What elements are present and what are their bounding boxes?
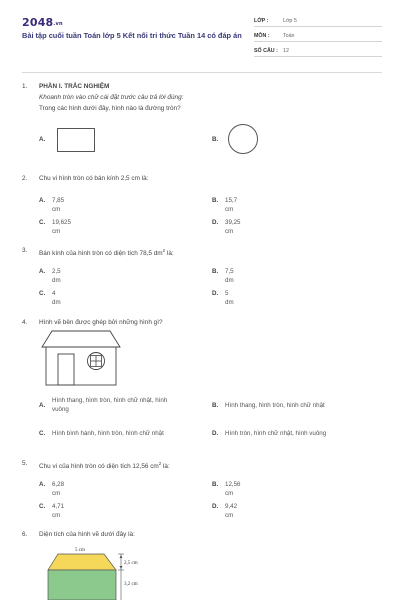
option-text: Hình thang, hình tròn, hình chữ nhật bbox=[225, 402, 325, 409]
question-number: 2. bbox=[22, 175, 28, 182]
option-text: Hình bình hành, hình tròn, hình chữ nhật bbox=[52, 430, 164, 437]
question-number: 4. bbox=[22, 319, 28, 326]
option-letter: A. bbox=[39, 268, 46, 275]
option-text: 7,85 cm bbox=[52, 197, 65, 213]
option-text: 4 dm bbox=[52, 290, 61, 306]
option-letter: B. bbox=[212, 197, 219, 204]
rectangle-bottom bbox=[48, 570, 116, 600]
meta-count-value: 12 bbox=[283, 48, 289, 54]
meta-class-value: Lớp 5 bbox=[283, 18, 297, 24]
option-text: 4,71 cm bbox=[52, 503, 65, 519]
option-text: 19,625 cm bbox=[52, 219, 71, 235]
house-roof-trapezoid bbox=[42, 331, 120, 347]
option-letter: D. bbox=[212, 219, 219, 226]
option-letter: D. bbox=[212, 503, 219, 510]
meta-subject-key: MÔN : bbox=[254, 33, 270, 39]
meta-subject-row bbox=[254, 31, 382, 42]
option-letter: D. bbox=[212, 290, 219, 297]
option-letter: B. bbox=[212, 136, 219, 143]
composite-area-figure bbox=[44, 543, 154, 600]
option-letter: B. bbox=[212, 481, 219, 488]
question-number: 6. bbox=[22, 531, 28, 538]
width-label: 5 cm bbox=[75, 548, 85, 553]
option-text: Hình thang, hình tròn, hình chữ nhật, hình vuông bbox=[52, 397, 168, 413]
trapezoid-top bbox=[48, 554, 116, 570]
bottom-height-label: 3,2 cm bbox=[124, 582, 138, 587]
house-body-rectangle bbox=[46, 347, 116, 385]
page-title: Bài tập cuối tuần Toán lớp 5 Kết nối tri thức Tuần 14 có đáp án bbox=[22, 31, 242, 40]
option-letter: C. bbox=[39, 290, 46, 297]
option-text: 12,56 cm bbox=[225, 481, 241, 497]
top-height-label: 2,5 cm bbox=[124, 561, 138, 566]
question-number: 1. bbox=[22, 83, 28, 90]
option-text: 39,25 cm bbox=[225, 219, 241, 235]
circle-shape bbox=[228, 124, 258, 154]
option-text: 6,28 cm bbox=[52, 481, 65, 497]
worksheet-header bbox=[0, 0, 400, 72]
option-letter: B. bbox=[212, 402, 219, 409]
option-letter: A. bbox=[39, 402, 46, 409]
option-letter: C. bbox=[39, 430, 46, 437]
question-text: Chu vi của hình tròn có diện tích 12,56 $cm^2$ là: bbox=[39, 461, 170, 470]
question-text: Diện tích của hình vẽ dưới đây là: bbox=[39, 531, 135, 538]
meta-count-key: SỐ CÂU : bbox=[254, 48, 278, 54]
question-number: 3. bbox=[22, 247, 28, 254]
question-number: 5. bbox=[22, 460, 28, 467]
question-text: Trong các hình dưới đây, hình nào là đường tròn? bbox=[39, 105, 181, 112]
meta-subject-value: Toán bbox=[283, 33, 295, 39]
option-text: 15,7 cm bbox=[225, 197, 238, 213]
option-text: 9,42 cm bbox=[225, 503, 238, 519]
header-divider bbox=[22, 72, 382, 73]
question-text: Bán kính của hình tròn có diện tích 78,5 $dm^2$ là: bbox=[39, 248, 174, 257]
option-letter: A. bbox=[39, 197, 46, 204]
house-door-rectangle bbox=[58, 354, 74, 385]
meta-count-row bbox=[254, 46, 382, 57]
option-text: 5 dm bbox=[225, 290, 234, 306]
question-text: Chu vi hình tròn có bán kính 2,5 cm là: bbox=[39, 175, 149, 182]
option-letter: A. bbox=[39, 136, 46, 143]
option-text: 7,5 dm bbox=[225, 268, 234, 284]
option-letter: B. bbox=[212, 268, 219, 275]
section-title: PHẦN I. TRẮC NGHIỆM bbox=[39, 83, 110, 90]
option-letter: D. bbox=[212, 430, 219, 437]
house-figure bbox=[40, 330, 122, 386]
option-letter: C. bbox=[39, 219, 46, 226]
option-letter: C. bbox=[39, 503, 46, 510]
rectangle-shape bbox=[57, 128, 95, 152]
meta-class-key: LỚP : bbox=[254, 18, 269, 24]
question-text: Hình vẽ bên được ghép bởi những hình gì? bbox=[39, 319, 163, 326]
instruction-text: Khoanh tròn vào chữ cái đặt trước câu trả lời đúng: bbox=[39, 94, 184, 101]
option-letter: A. bbox=[39, 481, 46, 488]
option-text: 2,5 dm bbox=[52, 268, 61, 284]
option-text: Hình tròn, hình chữ nhật, hình vuông bbox=[225, 430, 327, 437]
site-logo[interactable]: 2048.vn bbox=[22, 16, 63, 29]
meta-class-row bbox=[254, 16, 382, 27]
